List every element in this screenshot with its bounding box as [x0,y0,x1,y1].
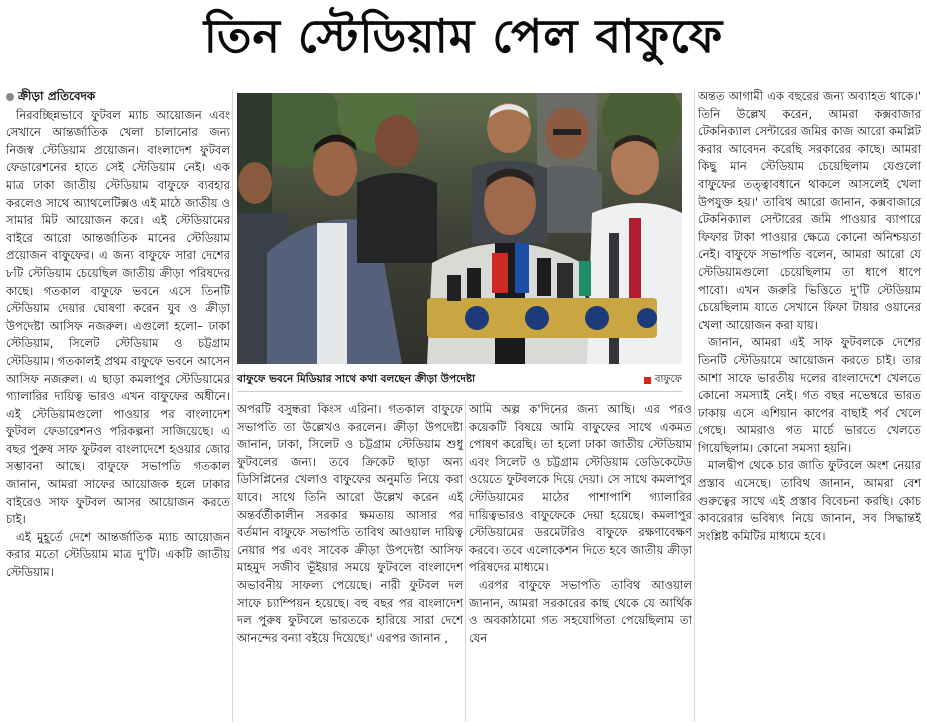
paragraph: এরপর বাফুফে সভাপতি তাবিথ আওয়াল জানান, আমরা সরকারের কাছ থেকে যে আর্থিক ও অবকাঠামো গত সহযোগিতা পেয়েছিলাম তা যেন [469,577,692,645]
article-column-2 [237,401,463,721]
article-column-1 [6,88,230,724]
article-column-4 [698,88,921,724]
news-photo [237,93,682,364]
byline-text: ক্রীড়া প্রতিবেদক [18,89,96,103]
paragraph: মালদ্বীপ থেকে চার জাতি ফুটবলে অংশ নেয়ার প্রস্তাব এসেছে। তাবিথ জানান, আমরা বেশ গুরুত্বের সাথে এই প্রস্তাব বিবেচনা করছি। কোচ কাবরেরার ভবিষ্যৎ নিয়ে জানান, সব সিদ্ধান্তই সংশ্লিষ্ট কমিটির মাধ্যমে হবে। [698,458,921,543]
paragraph: জানান, আমরা এই সাফ ফুটবলকে দেশের তিনটি স্টেডিয়ামে আয়োজন করতে চাই। তার আশা সাফে ভারতীয় দলের বাংলাদেশে খেলতে কোনো সমস্যাই নেই। গত বছর নভেম্বরে ভারত ঢাকায় এসে এশিয়ান কাপের বাছাই পর্ব খেলে গেছে। আমরাও গত মার্চে ভারতে খেলতে গিয়েছিলাম। কোনো সমস্যা হয়নি। [698,335,921,455]
paragraph: অন্তত আগামী এক বছরের জন্য অব্যাহত থাকে।' তিনি উল্লেখ করেন, আমরা কক্সবাজার টেকনিক্যাল সেন্টারের জমির কাজ আরো কমপ্লিট করার আবেদন করেছি সরকারের কাছে। আমরা কিছু মান স্টেডিয়াম চেয়েছিলাম যেগুলো বাফুফের তত্ত্বাবধানে থাকলে আসলেই খেলা উপযুক্ত হয়।' তাবিথ আরো জানান, কক্সবাজারে টেকনিক্যাল সেন্টারের জমি পাওয়ার ব্যাপারে ফিফার টাকা পাওয়ার ক্ষেত্রে কোনো অনিশ্চয়তা নেই। বাফুফে সভাপতি বলেন, আমরা আরো যে স্টেডিয়ামগুলো চেয়েছিলাম তা ধাপে ধাপে পাবো। এখন জরুরি ভিত্তিতে দু'টি স্টেডিয়াম চেয়েছিলাম যাতে সেখানে ফিফা টায়ার ওয়ানের খেলা আয়োজন করা যায়। [698,89,921,332]
headline: তিন স্টেডিয়াম পেল বাফুফে [203,9,724,63]
article-column-3 [469,401,692,721]
bullet-icon [6,93,14,101]
paragraph: এই মুহূর্তে দেশে আন্তর্জাতিক ম্যাচ আয়োজন করার মতো স্টেডিয়াম মাত্র দু'টি। একটি জাতীয় স্টেডিয়াম। [6,529,230,580]
paragraph: নিরবচ্ছিন্নভাবে ফুটবল ম্যাচ আয়োজন এবং সেখানে আন্তর্জাতিক খেলা চালানোর জন্য নিজস্ব স্টেডিয়াম প্রয়োজন। বাংলাদেশ ফুটবল ফেডারেশনের হাতে সেই স্টেডিয়াম নেই। এক মাত্র ঢাকা জাতীয় স্টেডিয়াম বাফুফে ব্যবহার করলেও সাথে অ্যাথলেটিক্সও এই মাঠে জাতীয় ও সামার মিট আয়োজন করে। এই স্টেডিয়ামের বাইরে আরো আন্তর্জাতিক মানের স্টেডিয়াম প্রয়োজন বাফুফের। এ জন্য বাফুফে সারা দেশের ৮টি স্টেডিয়াম চেয়েছিল জাতীয় ক্রীড়া পরিষদের কাছে। গতকাল বাফুফে ভবনে এসে তিনটি স্টেডিয়াম দেয়ার ঘোষণা করেন যুব ও ক্রীড়া উপদেষ্টা আসিফ নজরুল। এগুলো হলো– ঢাকা স্টেডিয়াম, সিলেট স্টেডিয়াম ও চট্টগ্রাম স্টেডিয়াম। গতকালই প্রথম বাফুফে ভবনে আসেন আসিফ নজরুল। এ ছাড়া কমলাপুর স্টেডিয়ামের গ্যালারির দায়িত্ব ভারও এখন বাফুফের অধীনে। এই স্টেডিয়ামগুলো পাওয়ার পর বাংলাদেশ ফুটবল ফেডারেশনও পরিকল্পনা সাজিয়েছে। এ বছর পুরুষ সাফ ফুটবল বাংলাদেশে হওয়ার জোর সম্ভাবনা আছে। বাফুফে সভাপতি গতকাল জানান, আমরা সাফের আয়োজক হলে ঢাকার বাইরেও সাফ ফুটবল আসর আয়োজন করতে চাই। [6,107,230,527]
photo-credit-text: বাফুফে [654,374,682,385]
column-divider [465,400,466,722]
photo-caption-bar [237,370,682,392]
paragraph: আমি অল্প ক'দিনের জন্য আছি। এর পরও কয়েকটি বিষয়ে আমি বাফুফের সাথে একমত পোষণ করেছি। তা হলো ঢাকা জাতীয় স্টেডিয়াম এবং সিলেট ও চট্টগ্রাম স্টেডিয়াম ডেডিকেটেড ওয়েতে ফুটবলকে দিয়ে দেয়া। সে সাথে কমলাপুর স্টেডিয়ামের মাঠের পাশাপাশি গ্যালারির দায়িত্বভারও বাফুফেকে দেয়া হয়েছে। কমলাপুর স্টেডিয়ামের ডরমেটরিও বাফুফে রক্ষণাবেক্ষণ করবে। তবে এলোকেশন দিতে হবে জাতীয় ক্রীড়া পরিষদের মাধ্যমে। [469,402,692,575]
column-divider [232,90,233,722]
photo-credit [644,372,682,389]
byline [6,88,230,106]
credit-square-icon [644,377,651,384]
paragraph: অপরটি বসুন্ধরা কিংস এরিনা। গতকাল বাফুফে সভাপতি তা উল্লেখও করলেন। ক্রীড়া উপদেষ্টা জানান, ঢাকা, সিলেট ও চট্টগ্রাম স্টেডিয়াম শুধু ফুটবলের জন্য। তবে ক্রিকেট ছাড়া অন্য ডিসিপ্লিনের খেলাও বাফুফের অনুমতি নিয়ে করা যাবে। সাথে তিনি আরো উল্লেখ করেন এই অন্তর্বর্তীকালীন সরকার ক্ষমতায় আসার পর বর্তমান বাফুফে সভাপতি তাবিথ আওয়াল দায়িত্ব নেয়ার পর এবং সাবেক ক্রীড়া উপদেষ্টা আসিফ মাহমুদ সজীব ভূঁইয়ার সময়ে ফুটবলে বাংলাদেশ অভাবনীয় সাফল্য পেয়েছে। নারী ফুটবল দল সাফে চ্যাম্পিয়ন হয়েছে। বহু বছর পর বাংলাদেশ দল পুরুষ ফুটবলে ভারতকে হারিয়ে সারা দেশে আনন্দের বন্যা বইয়ে দিয়েছে।' এরপর জানান , [237,402,463,645]
column-divider [694,90,695,722]
photo-caption: বাফুফে ভবনে মিডিয়ার সাথে কথা বলছেন ক্রীড়া উপদেষ্টা [237,373,476,385]
